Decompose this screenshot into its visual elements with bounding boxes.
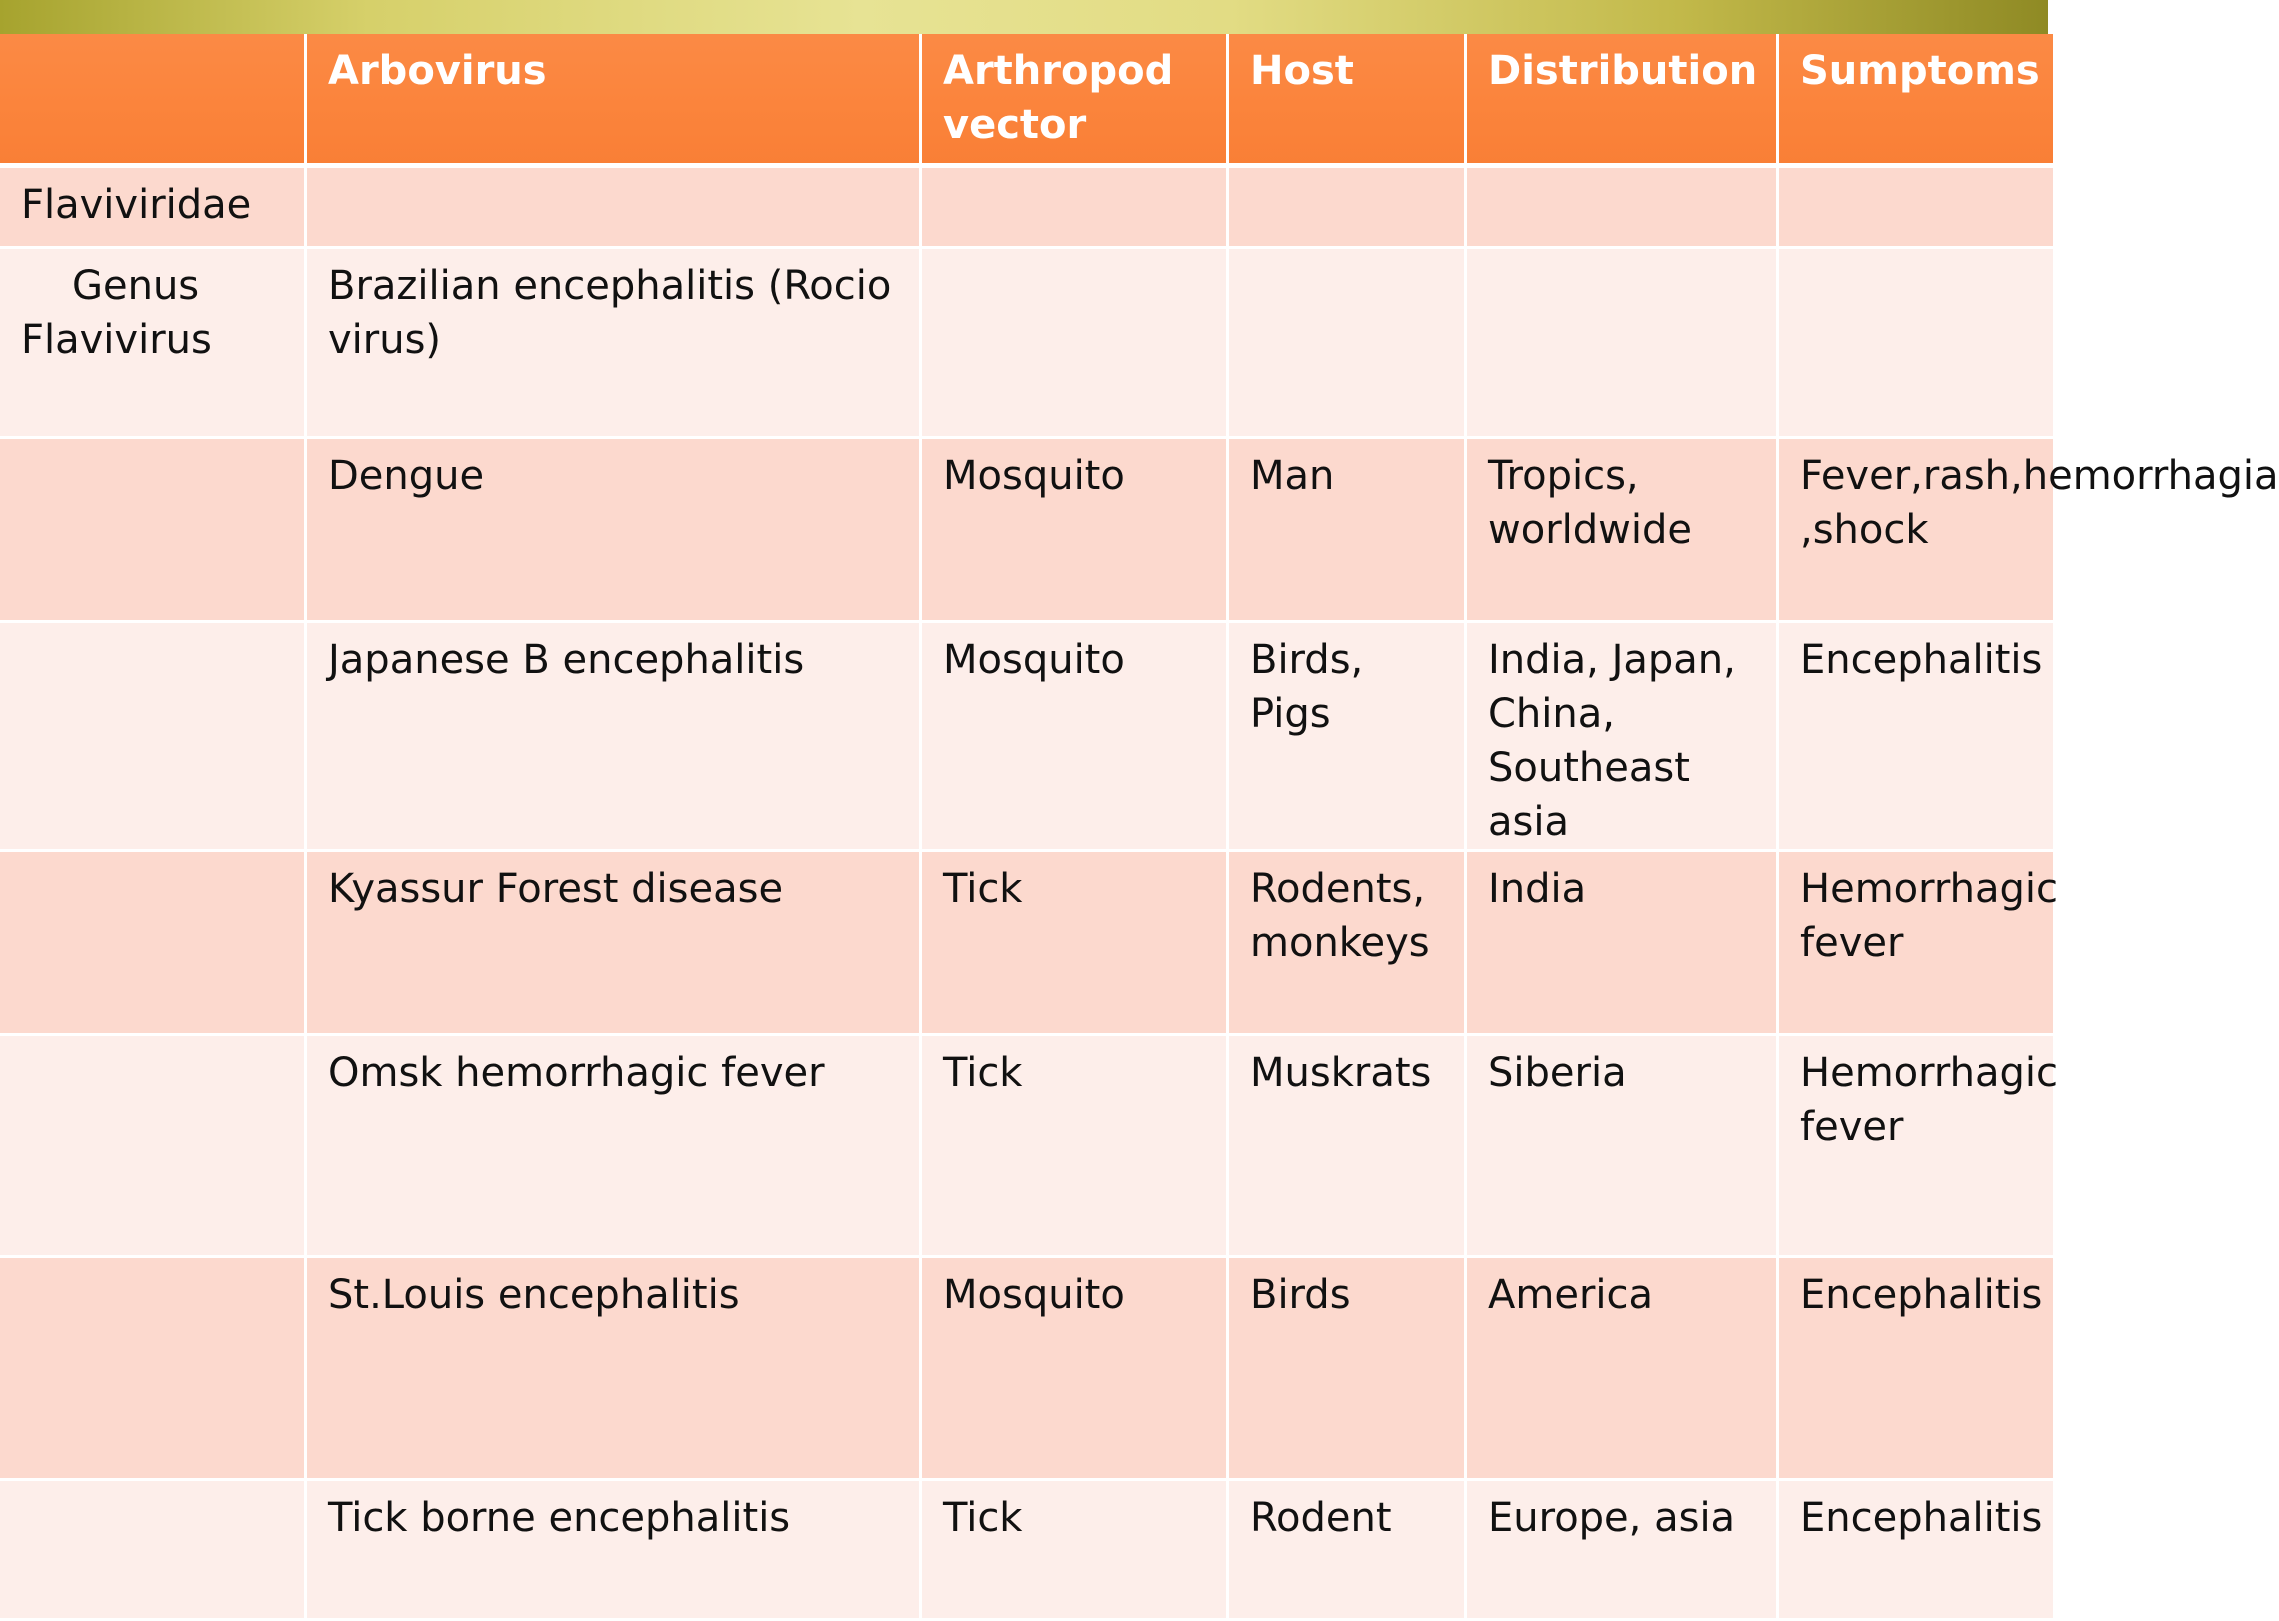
table-cell	[0, 852, 307, 1036]
slide-top-band	[0, 0, 2048, 34]
cell-host: Birds	[1229, 1258, 1467, 1481]
cell-arbovirus: Omsk hemorrhagic fever	[307, 1036, 922, 1258]
table-header-row	[0, 34, 2056, 168]
header-arbovirus: Arbovirus	[307, 34, 922, 168]
table-cell	[1229, 168, 1467, 249]
cell-host: Rodent	[1229, 1481, 1467, 1621]
cell-vector: Mosquito	[922, 623, 1229, 852]
table-cell	[0, 1036, 307, 1258]
cell-arbovirus: St.Louis encephalitis	[307, 1258, 922, 1481]
cell-vector: Tick	[922, 852, 1229, 1036]
cell-host: Man	[1229, 439, 1467, 623]
genus-label-line1: Genus	[72, 263, 200, 309]
cell-host: Muskrats	[1229, 1036, 1467, 1258]
genus-label	[0, 249, 307, 439]
cell-symptoms: Hemorrhagic fever	[1779, 1036, 2056, 1258]
table-row	[0, 439, 2056, 623]
cell-vector: Tick	[922, 1036, 1229, 1258]
cell-vector: Mosquito	[922, 439, 1229, 623]
cell-vector: Tick	[922, 1481, 1229, 1621]
table-cell	[307, 168, 922, 249]
table-cell	[0, 439, 307, 623]
arbovirus-table	[0, 34, 2279, 1621]
cell-distribution: India, Japan, China, Southeast asia	[1467, 623, 1779, 852]
cell-vector	[922, 249, 1229, 439]
cell-symptoms: Fever,rash,hemorrhagia ,shock	[1779, 439, 2056, 623]
table-cell	[922, 168, 1229, 249]
cell-symptoms: Encephalitis	[1779, 1258, 2056, 1481]
cell-distribution: India	[1467, 852, 1779, 1036]
table-row	[0, 1258, 2056, 1481]
table-cell	[0, 623, 307, 852]
table-row	[0, 1481, 2056, 1621]
header-arthropod-vector: Arthropod vector	[922, 34, 1229, 168]
cell-distribution: Europe, asia	[1467, 1481, 1779, 1621]
genus-label-line2: Flavivirus	[21, 317, 212, 363]
cell-host: Rodents, monkeys	[1229, 852, 1467, 1036]
cell-symptoms: Encephalitis	[1779, 623, 2056, 852]
cell-host: Birds, Pigs	[1229, 623, 1467, 852]
cell-symptoms: Hemorrhagic fever	[1779, 852, 2056, 1036]
cell-host	[1229, 249, 1467, 439]
genus-row	[0, 249, 2056, 439]
header-blank	[0, 34, 307, 168]
family-row	[0, 168, 2056, 249]
table-row	[0, 623, 2056, 852]
cell-arbovirus: Japanese B encephalitis	[307, 623, 922, 852]
table-container	[0, 34, 2279, 1541]
header-host: Host	[1229, 34, 1467, 168]
cell-vector: Mosquito	[922, 1258, 1229, 1481]
table-cell	[1467, 168, 1779, 249]
cell-arbovirus: Dengue	[307, 439, 922, 623]
table-cell	[0, 1481, 307, 1621]
header-symptoms: Sumptoms	[1779, 34, 2056, 168]
cell-arbovirus: Kyassur Forest disease	[307, 852, 922, 1036]
cell-symptoms	[1779, 249, 2056, 439]
header-distribution: Distribution	[1467, 34, 1779, 168]
cell-symptoms: Encephalitis	[1779, 1481, 2056, 1621]
table-row	[0, 852, 2056, 1036]
table-cell	[1779, 168, 2056, 249]
cell-distribution: Tropics, worldwide	[1467, 439, 1779, 623]
table-row	[0, 1036, 2056, 1258]
cell-arbovirus: Tick borne encephalitis	[307, 1481, 922, 1621]
cell-distribution	[1467, 249, 1779, 439]
table-cell	[0, 1258, 307, 1481]
family-name: Flaviviridae	[0, 168, 307, 249]
cell-distribution: Siberia	[1467, 1036, 1779, 1258]
cell-distribution: America	[1467, 1258, 1779, 1481]
cell-arbovirus: Brazilian encephalitis (Rocio virus)	[307, 249, 922, 439]
